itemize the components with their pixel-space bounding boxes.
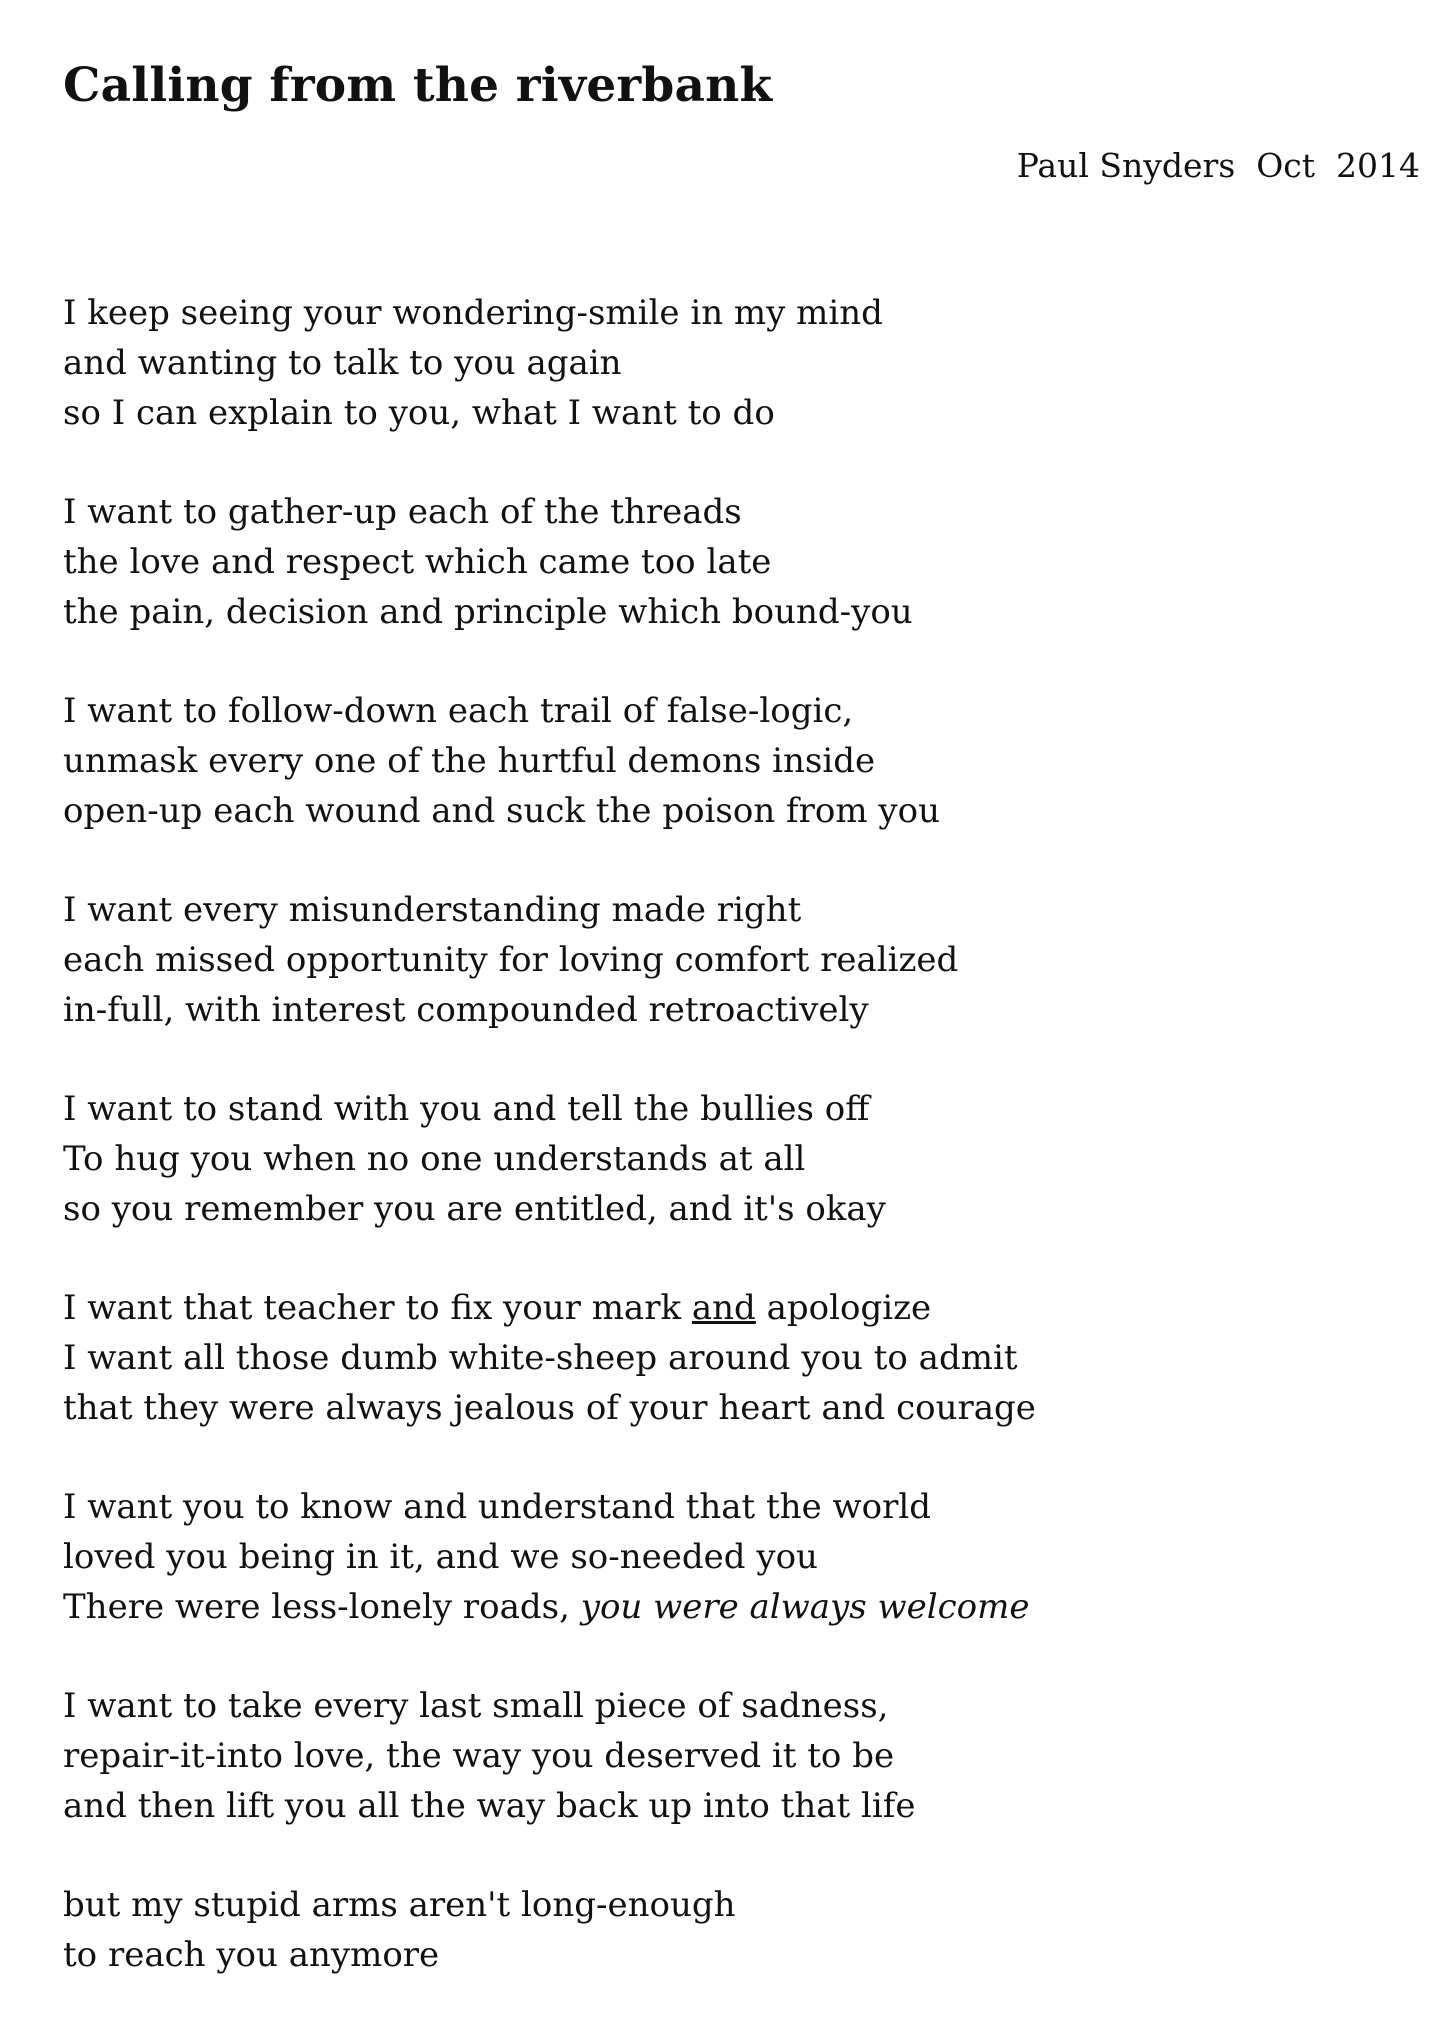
text-segment: I want all those dumb white-sheep around you to admit [63, 1338, 1018, 1378]
text-segment: but my stupid arms aren't long-enough [63, 1885, 736, 1925]
poem-line [63, 1532, 1423, 1582]
poem-line [63, 985, 1423, 1035]
text-segment: I want to take every last small piece of sadness, [63, 1686, 889, 1726]
poem-line [63, 736, 1423, 786]
poem-line [63, 1781, 1423, 1831]
poem-body [63, 288, 1423, 2029]
poem-line [63, 1731, 1423, 1781]
poem-line [63, 1383, 1423, 1433]
text-segment: I want to follow-down each trail of false-logic, [63, 691, 854, 731]
poem-line [63, 1084, 1423, 1134]
text-segment: to reach you anymore [63, 1935, 440, 1975]
text-segment: and wanting to talk to you again [63, 343, 622, 383]
text-segment: open-up each wound and suck the poison from you [63, 791, 940, 831]
poem-line [63, 288, 1423, 338]
text-segment: I keep seeing your wondering-smile in my mind [63, 293, 883, 333]
text-segment: loved you being in it, and we so-needed you [63, 1537, 818, 1577]
underline-text-segment: and [691, 1288, 756, 1328]
poem-line [63, 1681, 1423, 1731]
text-segment: I want every misunderstanding made right [63, 890, 802, 930]
text-segment: apologize [755, 1288, 932, 1328]
text-segment: so you remember you are entitled, and it's okay [63, 1189, 886, 1229]
poem-line [63, 1333, 1423, 1383]
stanza [63, 1681, 1423, 1831]
poem-line [63, 786, 1423, 836]
poem-title: Calling from the riverbank [63, 58, 773, 113]
text-segment: the pain, decision and principle which bound-you [63, 592, 913, 632]
poem-line [63, 935, 1423, 985]
stanza [63, 288, 1423, 438]
poem-line [63, 1482, 1423, 1532]
poem-line [63, 885, 1423, 935]
poem-line [63, 686, 1423, 736]
poem-line [63, 537, 1423, 587]
text-segment: I want to stand with you and tell the bullies off [63, 1089, 870, 1129]
poem-line [63, 1582, 1423, 1632]
text-segment: each missed opportunity for loving comfort realized [63, 940, 959, 980]
text-segment: unmask every one of the hurtful demons inside [63, 741, 876, 781]
text-segment: I want that teacher to fix your mark [63, 1288, 692, 1328]
text-segment: To hug you when no one understands at all [63, 1139, 806, 1179]
poem-line [63, 1880, 1423, 1930]
text-segment: and then lift you all the way back up into that life [63, 1786, 916, 1826]
text-segment: so I can explain to you, what I want to do [63, 393, 775, 433]
poem-line [63, 1134, 1423, 1184]
italic-text-segment: you were always welcome [580, 1587, 1030, 1627]
poem-line [63, 388, 1423, 438]
poem-line [63, 338, 1423, 388]
poem-line [63, 1930, 1423, 1980]
stanza [63, 1283, 1423, 1433]
stanza [63, 1482, 1423, 1632]
stanza [63, 487, 1423, 637]
text-segment: There were less-lonely roads, [63, 1587, 581, 1627]
author-date-byline: Paul Snyders Oct 2014 [1016, 146, 1420, 185]
text-segment: repair-it-into love, the way you deserved it to be [63, 1736, 895, 1776]
text-segment: that they were always jealous of your heart and courage [63, 1388, 1036, 1428]
poem-line [63, 587, 1423, 637]
stanza [63, 1084, 1423, 1234]
text-segment: I want you to know and understand that the world [63, 1487, 931, 1527]
poem-line [63, 1184, 1423, 1234]
stanza [63, 1880, 1423, 1980]
text-segment: the love and respect which came too late [63, 542, 772, 582]
stanza [63, 885, 1423, 1035]
poem-line [63, 487, 1423, 537]
poem-line [63, 1283, 1423, 1333]
text-segment: I want to gather-up each of the threads [63, 492, 742, 532]
stanza [63, 686, 1423, 836]
text-segment: in-full, with interest compounded retroactively [63, 990, 869, 1030]
